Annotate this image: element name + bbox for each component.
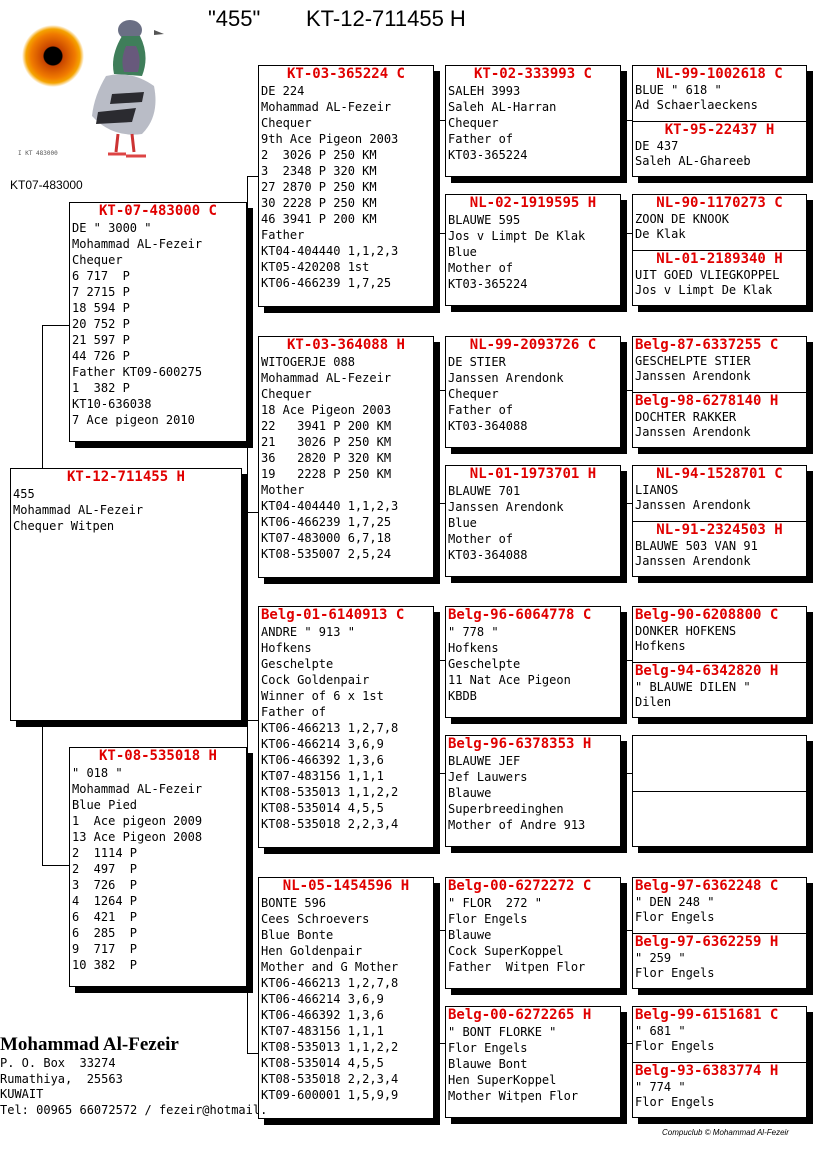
connector: [438, 1043, 445, 1044]
ancestor-line: ZOON DE KNOOK: [635, 212, 729, 226]
mother-line: 1 Ace pigeon 2009: [72, 814, 203, 828]
paternal-grandmother-card: [258, 336, 434, 578]
great-grandparent-line: Cock SuperKoppel: [448, 944, 564, 958]
ancestor-line: Janssen Arendonk: [635, 424, 751, 439]
ancestor-line: UIT GOED VLIEGKOPPEL: [635, 268, 780, 282]
connector: [438, 930, 445, 931]
great-grandparent-line: Mother of: [448, 261, 514, 275]
photo-caption: KT07-483000: [10, 178, 83, 192]
paternal-grandfather-ring: KT-03-365224 C: [286, 66, 405, 82]
paternal-grandfather-line: 46 3941 P 200 KM: [261, 212, 377, 226]
ancestor-line: GESCHELPTE STIER: [635, 354, 751, 368]
ancestor-line: LIANOS: [635, 483, 679, 497]
connector: [247, 720, 248, 1053]
ancestor-entry: [633, 736, 806, 791]
connector: [438, 390, 445, 391]
paternal-grandfather-line: 9th Ace Pigeon 2003: [261, 132, 399, 146]
father-line: 21 597 P: [72, 333, 130, 347]
great-grandparent-card: [445, 194, 621, 306]
paternal-grandfather-line: 30 2228 P 250 KM: [261, 196, 377, 210]
pigeon-ring-title: KT-12-711455 H: [306, 6, 466, 31]
ancestor-ring: Belg-90-6208800 C: [635, 607, 779, 623]
pigeon-name-title: "455": [208, 6, 261, 31]
ancestor-line: DONKER HOFKENS: [635, 624, 737, 638]
ancestor-ring: NL-01-2189340 H: [656, 251, 783, 267]
great-grandparent-ring: Belg-96-6378353 H: [448, 736, 592, 752]
paternal-grandmother-line: KT04-404440 1,1,2,3: [261, 499, 399, 513]
maternal-grandmother-line: KT09-600001 1,5,9,9: [261, 1088, 399, 1102]
owner-address-line: Rumathiya, 25563: [0, 1071, 123, 1086]
ancestor-entry: [633, 662, 806, 709]
ancestor-line: Hofkens: [635, 638, 686, 653]
paternal-grandmother-line: 18 Ace Pigeon 2003: [261, 403, 392, 417]
paternal-grandfather-line: DE 224: [261, 84, 305, 98]
paternal-grandmother-line: KT07-483000 6,7,18: [261, 531, 392, 545]
paternal-grandmother-line: 22 3941 P 200 KM: [261, 419, 392, 433]
great-grandparent-line: BLAUWE 701: [448, 484, 521, 498]
mother-card: [69, 747, 247, 987]
ancestor-pair-card: [632, 465, 807, 577]
ancestor-line: DE 437: [635, 139, 679, 153]
maternal-grandfather-line: KT07-483156 1,1,1: [261, 769, 384, 783]
great-grandparent-line: Janssen Arendonk: [448, 500, 564, 514]
great-grandparent-line: Father of: [448, 132, 514, 146]
copyright-notice: Compuclub © Mohammad Al-Fezeir: [662, 1128, 789, 1137]
great-grandparent-ring: Belg-96-6064778 C: [448, 607, 592, 623]
ancestor-ring: Belg-99-6151681 C: [635, 1007, 779, 1023]
maternal-grandfather-line: Winner of 6 x 1st: [261, 689, 384, 703]
ancestor-pair-card: [632, 336, 807, 448]
mother-ring: KT-08-535018 H: [98, 748, 217, 764]
paternal-grandfather-line: Chequer: [261, 116, 312, 130]
maternal-grandfather-line: ANDRE " 913 ": [261, 625, 355, 639]
great-grandparent-line: Blauwe: [448, 786, 492, 800]
paternal-grandfather-line: 2 3026 P 250 KM: [261, 148, 377, 162]
father-ring: KT-07-483000 C: [98, 203, 217, 219]
ancestor-ring: NL-90-1170273 C: [656, 195, 783, 211]
father-line: Chequer: [72, 253, 123, 267]
father-line: 44 726 P: [72, 349, 130, 363]
father-line: 7 Ace pigeon 2010: [72, 413, 195, 427]
great-grandparent-line: KT03-365224: [448, 148, 528, 162]
ancestor-ring: Belg-87-6337255 C: [635, 337, 779, 353]
ancestor-line: BLAUWE 503 VAN 91: [635, 539, 758, 553]
maternal-grandmother-line: Cees Schroevers: [261, 912, 370, 926]
father-line: KT10-636038: [72, 397, 152, 411]
paternal-grandmother-line: 21 3026 P 250 KM: [261, 435, 392, 449]
great-grandparent-line: " 778 ": [448, 625, 499, 639]
great-grandparent-line: Chequer: [448, 387, 499, 401]
father-line: DE " 3000 ": [72, 221, 152, 235]
maternal-grandmother-line: Hen Goldenpair: [261, 944, 363, 958]
great-grandparent-card: [445, 877, 621, 989]
ancestor-line: " 681 ": [635, 1024, 686, 1038]
maternal-grandmother-line: KT08-535018 2,2,3,4: [261, 1072, 399, 1086]
ancestor-entry: [633, 521, 806, 568]
photo-small-caption: I KT 483000: [18, 150, 58, 157]
ancestor-line: DOCHTER RAKKER: [635, 410, 737, 424]
great-grandparent-line: Mother of Andre 913: [448, 818, 586, 832]
ancestor-entry: [633, 466, 806, 521]
maternal-grandmother-line: KT06-466392 1,3,6: [261, 1008, 384, 1022]
ancestor-entry: [633, 195, 806, 250]
subject-line: Mohammad AL-Fezeir: [13, 503, 144, 517]
connector: [42, 325, 43, 468]
ancestor-ring: Belg-94-6342820 H: [635, 663, 779, 679]
maternal-grandmother-line: KT06-466214 3,6,9: [261, 992, 384, 1006]
mother-line: 2 1114 P: [72, 846, 138, 860]
connector: [42, 719, 43, 865]
ancestor-ring: Belg-97-6362259 H: [635, 934, 779, 950]
ancestor-entry: [633, 607, 806, 662]
ancestor-entry: [633, 933, 806, 980]
maternal-grandfather-line: KT06-466392 1,3,6: [261, 753, 384, 767]
great-grandparent-line: KT03-364088: [448, 548, 528, 562]
paternal-grandfather-line: KT05-420208 1st: [261, 260, 370, 274]
great-grandparent-line: Chequer: [448, 116, 499, 130]
mother-line: Blue Pied: [72, 798, 138, 812]
great-grandparent-card: [445, 465, 621, 577]
connector: [42, 865, 69, 866]
mother-line: " 018 ": [72, 766, 123, 780]
ancestor-ring: Belg-93-6383774 H: [635, 1063, 779, 1079]
great-grandparent-ring: NL-02-1919595 H: [469, 195, 597, 211]
connector: [438, 930, 439, 1043]
ancestor-entry: [633, 121, 806, 168]
paternal-grandmother-line: Mohammad AL-Fezeir: [261, 371, 392, 385]
great-grandparent-line: Superbreedinghen: [448, 802, 564, 816]
mother-line: Mohammad AL-Fezeir: [72, 782, 203, 796]
paternal-grandfather-line: KT06-466239 1,7,25: [261, 276, 392, 290]
owner-phone-email: Tel: 00965 66072572 / fezeir@hotmail.: [0, 1102, 268, 1117]
great-grandparent-line: Saleh AL-Harran: [448, 100, 557, 114]
great-grandparent-line: Blauwe: [448, 928, 492, 942]
maternal-grandmother-line: BONTE 596: [261, 896, 327, 910]
great-grandparent-line: Jef Lauwers: [448, 770, 528, 784]
ancestor-line: Jos v Limpt De Klak: [635, 282, 773, 297]
ancestor-line: " 259 ": [635, 951, 686, 965]
great-grandparent-line: BLAUWE 595: [448, 213, 521, 227]
connector: [247, 176, 258, 177]
connector: [247, 176, 248, 512]
ancestor-entry: [633, 1007, 806, 1062]
ancestor-entry: [633, 791, 806, 847]
mother-line: 9 717 P: [72, 942, 138, 956]
connector: [438, 773, 445, 774]
maternal-grandmother-line: KT07-483156 1,1,1: [261, 1024, 384, 1038]
ancestor-line: Flor Engels: [635, 1094, 715, 1109]
subject-line: 455: [13, 487, 35, 501]
ancestor-line: Flor Engels: [635, 1038, 715, 1053]
maternal-grandfather-line: KT06-466214 3,6,9: [261, 737, 384, 751]
ancestor-entry: [633, 337, 806, 392]
great-grandparent-line: Father of: [448, 403, 514, 417]
owner-name: Mohammad Al-Fezeir: [0, 1034, 179, 1055]
ancestor-entry: [633, 878, 806, 933]
paternal-grandfather-line: 27 2870 P 250 KM: [261, 180, 377, 194]
great-grandparent-line: Geschelpte: [448, 657, 521, 671]
ancestor-line: Janssen Arendonk: [635, 368, 751, 383]
great-grandparent-line: Blauwe Bont: [448, 1057, 528, 1071]
great-grandparent-line: BLAUWE JEF: [448, 754, 521, 768]
pigeon-photo: [92, 16, 164, 164]
maternal-grandmother-card: [258, 877, 434, 1119]
subject-ring: KT-12-711455 H: [66, 469, 185, 485]
ancestor-line: BLUE " 618 ": [635, 83, 722, 97]
great-grandparent-ring: NL-01-1973701 H: [469, 466, 597, 482]
great-grandparent-line: Blue: [448, 245, 477, 259]
father-line: Mohammad AL-Fezeir: [72, 237, 203, 251]
paternal-grandmother-line: KT08-535007 2,5,24: [261, 547, 392, 561]
great-grandparent-line: Flor Engels: [448, 912, 528, 926]
great-grandparent-line: " BONT FLORKE ": [448, 1025, 557, 1039]
ancestor-line: " BLAUWE DILEN ": [635, 680, 751, 694]
father-line: 20 752 P: [72, 317, 130, 331]
great-grandparent-line: DE STIER: [448, 355, 506, 369]
ancestor-line: Saleh AL-Ghareeb: [635, 153, 751, 168]
ancestor-line: De Klak: [635, 226, 686, 241]
great-grandparent-line: SALEH 3993: [448, 84, 521, 98]
great-grandparent-line: Jos v Limpt De Klak: [448, 229, 586, 243]
maternal-grandmother-line: Blue Bonte: [261, 928, 334, 942]
maternal-grandmother-line: KT08-535014 4,5,5: [261, 1056, 384, 1070]
ancestor-line: " DEN 248 ": [635, 895, 715, 909]
eye-photo: [22, 14, 84, 98]
subject-card: [10, 468, 242, 721]
mother-line: 2 497 P: [72, 862, 138, 876]
maternal-grandfather-line: Father of: [261, 705, 327, 719]
ancestor-pair-card-empty: [632, 735, 807, 847]
ancestor-line: Janssen Arendonk: [635, 497, 751, 512]
paternal-grandmother-line: 36 2820 P 320 KM: [261, 451, 392, 465]
ancestor-ring: Belg-98-6278140 H: [635, 393, 779, 409]
great-grandparent-card: [445, 1006, 621, 1118]
connector: [438, 660, 445, 661]
paternal-grandfather-line: Father: [261, 228, 305, 242]
great-grandparent-line: KT03-365224: [448, 277, 528, 291]
great-grandparent-line: Hofkens: [448, 641, 499, 655]
mother-line: 4 1264 P: [72, 894, 138, 908]
great-grandparent-ring: Belg-00-6272265 H: [448, 1007, 592, 1023]
maternal-grandmother-line: Mother and G Mother: [261, 960, 399, 974]
ancestor-line: " 774 ": [635, 1080, 686, 1094]
maternal-grandfather-line: Cock Goldenpair: [261, 673, 370, 687]
mother-line: 6 421 P: [72, 910, 138, 924]
connector: [438, 660, 439, 773]
great-grandparent-line: " FLOR 272 ": [448, 896, 542, 910]
great-grandparent-card: [445, 336, 621, 448]
ancestor-line: Flor Engels: [635, 909, 715, 924]
maternal-grandfather-line: KT08-535018 2,2,3,4: [261, 817, 399, 831]
ancestor-ring: NL-91-2324503 H: [656, 522, 783, 538]
great-grandparent-line: Blue: [448, 516, 477, 530]
great-grandparent-line: Father Witpen Flor: [448, 960, 586, 974]
father-line: 6 717 P: [72, 269, 130, 283]
paternal-grandmother-line: 19 2228 P 250 KM: [261, 467, 392, 481]
maternal-grandfather-line: KT08-535014 4,5,5: [261, 801, 384, 815]
ancestor-line: Dilen: [635, 694, 672, 709]
father-line: 7 2715 P: [72, 285, 130, 299]
great-grandparent-line: Mother Witpen Flor: [448, 1089, 579, 1103]
great-grandparent-line: KT03-364088: [448, 419, 528, 433]
connector: [438, 390, 439, 503]
owner-address-line: P. O. Box 33274: [0, 1056, 116, 1070]
ancestor-line: Janssen Arendonk: [635, 553, 751, 568]
great-grandparent-card: [445, 606, 621, 718]
father-line: 1 382 P: [72, 381, 130, 395]
maternal-grandfather-line: KT06-466213 1,2,7,8: [261, 721, 399, 735]
ancestor-pair-card: [632, 606, 807, 718]
paternal-grandmother-line: KT06-466239 1,7,25: [261, 515, 392, 529]
paternal-grandmother-ring: KT-03-364088 H: [286, 337, 405, 353]
great-grandparent-line: Hen SuperKoppel: [448, 1073, 557, 1087]
paternal-grandfather-line: 3 2348 P 320 KM: [261, 164, 377, 178]
great-grandparent-ring: NL-99-2093726 C: [469, 337, 597, 353]
mother-line: 10 382 P: [72, 958, 138, 972]
owner-contact: [0, 1034, 267, 1118]
mother-line: 13 Ace Pigeon 2008: [72, 830, 203, 844]
great-grandparent-ring: Belg-00-6272272 C: [448, 878, 592, 894]
paternal-grandfather-card: [258, 65, 434, 307]
great-grandparent-line: Mother of: [448, 532, 514, 546]
great-grandparent-ring: KT-02-333993 C: [473, 66, 592, 82]
great-grandparent-line: KBDB: [448, 689, 477, 703]
connector: [42, 325, 69, 326]
connector: [438, 503, 445, 504]
paternal-grandfather-line: Mohammad AL-Fezeir: [261, 100, 392, 114]
maternal-grandmother-line: KT06-466213 1,2,7,8: [261, 976, 399, 990]
ancestor-ring: NL-94-1528701 C: [656, 466, 783, 482]
ancestor-entry: [633, 1062, 806, 1109]
subject-line: Chequer Witpen: [13, 519, 115, 533]
ancestor-pair-card: [632, 65, 807, 177]
ancestor-ring: Belg-97-6362248 C: [635, 878, 779, 894]
great-grandparent-card: [445, 65, 621, 177]
connector: [247, 512, 258, 513]
maternal-grandfather-card: [258, 606, 434, 848]
ancestor-pair-card: [632, 194, 807, 306]
ancestor-ring: NL-99-1002618 C: [656, 66, 783, 82]
great-grandparent-line: Janssen Arendonk: [448, 371, 564, 385]
father-line: 18 594 P: [72, 301, 130, 315]
great-grandparent-line: 11 Nat Ace Pigeon: [448, 673, 571, 687]
connector: [247, 720, 258, 721]
maternal-grandmother-ring: NL-05-1454596 H: [282, 878, 410, 894]
ancestor-pair-card: [632, 877, 807, 989]
ancestor-entry: [633, 392, 806, 439]
connector: [438, 120, 445, 121]
connector: [438, 120, 439, 233]
ancestor-line: Ad Schaerlaeckens: [635, 97, 758, 112]
maternal-grandmother-line: KT08-535013 1,1,2,2: [261, 1040, 399, 1054]
mother-line: 6 285 P: [72, 926, 138, 940]
father-card: [69, 202, 247, 442]
paternal-grandfather-line: KT04-404440 1,1,2,3: [261, 244, 399, 258]
maternal-grandfather-line: Hofkens: [261, 641, 312, 655]
ancestor-ring: KT-95-22437 H: [664, 122, 775, 138]
paternal-grandmother-line: Chequer: [261, 387, 312, 401]
maternal-grandfather-ring: Belg-01-6140913 C: [261, 607, 405, 623]
great-grandparent-card: [445, 735, 621, 847]
father-line: Father KT09-600275: [72, 365, 203, 379]
ancestor-entry: [633, 250, 806, 297]
maternal-grandfather-line: KT08-535013 1,1,2,2: [261, 785, 399, 799]
great-grandparent-line: Flor Engels: [448, 1041, 528, 1055]
paternal-grandmother-line: WITOGERJE 088: [261, 355, 355, 369]
owner-address-line: KUWAIT: [0, 1087, 44, 1101]
ancestor-entry: [633, 66, 806, 121]
ancestor-pair-card: [632, 1006, 807, 1118]
ancestor-line: Flor Engels: [635, 965, 715, 980]
connector: [438, 233, 445, 234]
paternal-grandmother-line: Mother: [261, 483, 305, 497]
mother-line: 3 726 P: [72, 878, 138, 892]
maternal-grandfather-line: Geschelpte: [261, 657, 334, 671]
